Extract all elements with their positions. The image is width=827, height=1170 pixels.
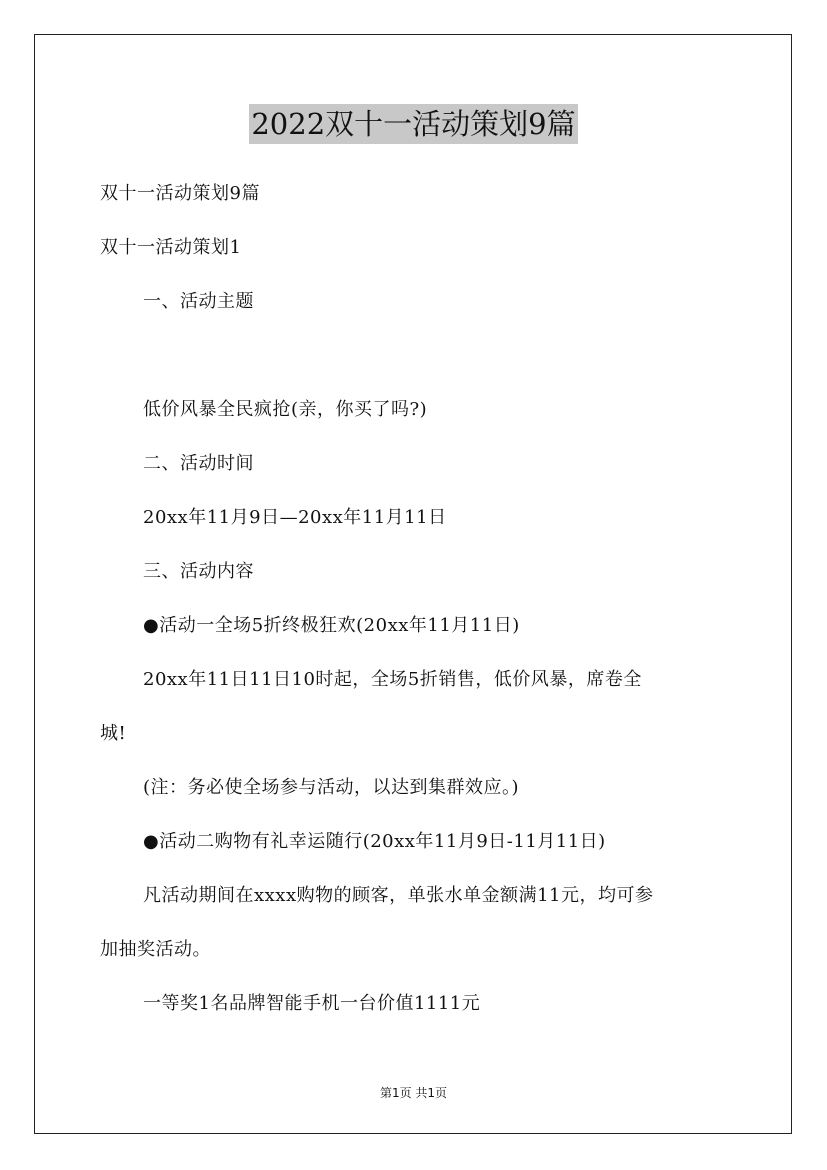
paragraph-line: ●活动二购物有礼幸运随行(20xx年11月9日-11月11日) — [143, 831, 606, 852]
section-heading: 三、活动内容 — [143, 561, 254, 582]
paragraph-line: 凡活动期间在xxxx购物的顾客，单张水单金额满11元，均可参 — [143, 885, 654, 906]
paragraph-line: 加抽奖活动。 — [100, 939, 211, 960]
paragraph-line: 低价风暴全民疯抢(亲，你买了吗?) — [143, 399, 428, 420]
section-heading: 二、活动时间 — [143, 453, 254, 474]
paragraph-line: ●活动一全场5折终极狂欢(20xx年11月11日) — [143, 615, 520, 636]
paragraph-line: 20xx年11日11日10时起，全场5折销售，低价风暴，席卷全 — [143, 669, 642, 690]
paragraph-line: 双十一活动策划1 — [100, 237, 242, 258]
document-title: 2022双十一活动策划9篇 — [249, 104, 577, 144]
paragraph-line: 20xx年11月9日—20xx年11月11日 — [143, 507, 447, 528]
paragraph-line: 城! — [100, 723, 127, 744]
title-container — [0, 104, 827, 144]
paragraph-line: 一等奖1名品牌智能手机一台价值1111元 — [143, 993, 481, 1014]
paragraph-line: (注：务必使全场参与活动，以达到集群效应。) — [143, 777, 520, 798]
section-heading: 一、活动主题 — [143, 291, 254, 312]
page-footer: 第1页 共1页 — [379, 1086, 448, 1100]
paragraph-line: 双十一活动策划9篇 — [100, 183, 260, 204]
